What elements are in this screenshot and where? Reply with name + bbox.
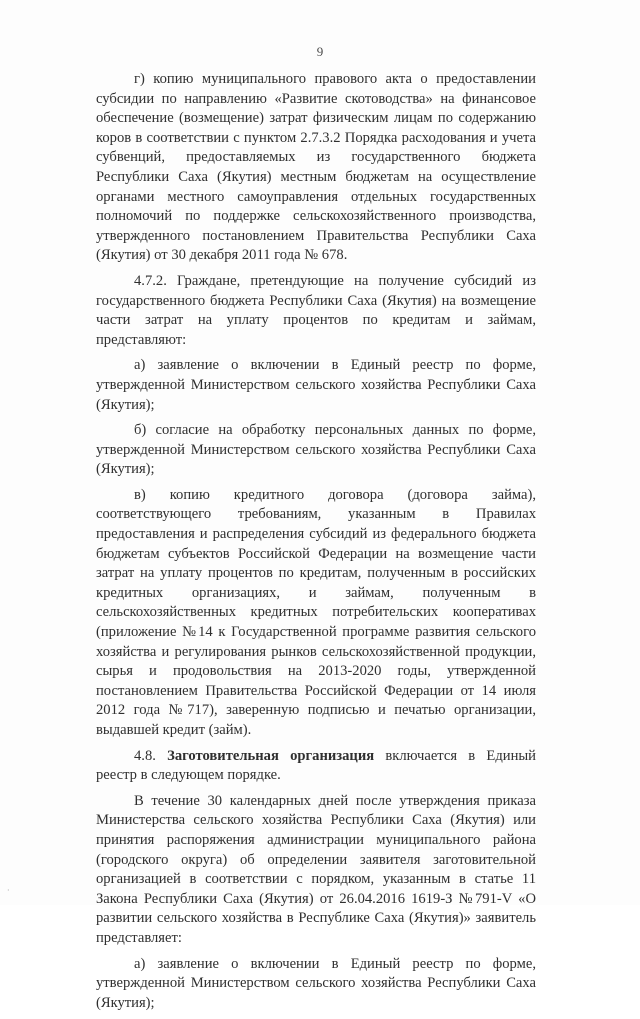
paragraph-subitem-g: г) копию муниципального правового акта о предоставлении субсидии по направлению «Развитие скотоводства» на финансовое обеспечение (возмещение) затрат физическим лицам по содержанию коров в соответствии с пунктом 2.7.3.2 Порядка расходования и учета субвенций, предоставляемых из государственного бюджета Республики Саха (Якутия) местным бюджетам на осуществление органами местного самоуправления отдельных государственных полномочий по поддержке сельскохозяйственного производства, утвержденного постановлением Правительства Республики Саха (Якутия) от 30 декабря 2011 года № 678.	[96, 71, 536, 264]
document-body	[96, 70, 536, 1019]
page-number: 9	[316, 44, 324, 59]
paragraph-4-7-2: 4.7.2. Граждане, претендующие на получение субсидий из государственного бюджета Республики Саха (Якутия) на возмещение части затрат на уплату процентов по кредитам и займам, представляют:	[96, 272, 536, 348]
paragraph-4-8	[96, 747, 536, 786]
paragraph-subitem-v: в) копию кредитного договора (договора займа), соответствующего требованиям, указанным в Правилах предоставления и распределения субсидий из федерального бюджета бюджетам субъектов Российской Федерации на возмещение части затрат на уплату процентов по кредитам, полученным в российских кредитных организациях, и займам, полученным в сельскохозяйственных кредитных потребительских кооперативах (приложение №14 к Государственной программе развития сельского хозяйства и регулирования рынков сельскохозяйственной продукции, сырья и продовольствия на 2013-2020 годы, утвержденной постановлением Правительства Российской Федерации от 14 июля 2012 года №717), заверенную подписью и печатью организации, выдавшей кредит (займ).	[96, 486, 536, 738]
scan-corner-mark: ·	[7, 886, 10, 895]
paragraph-subitem-b: б) согласие на обработку персональных данных по форме, утвержденной Министерством сельского хозяйства Республики Саха (Якутия);	[96, 422, 536, 478]
paragraph-deadline: В течение 30 календарных дней после утверждения приказа Министерства сельского хозяйства Республики Саха (Якутия) или принятия распоряжения администрации муниципального района (городского округа) об определении заявителя заготовительной организацией в соответствии с порядком, указанным в статье 11 Закона Республики Саха (Якутия) от 26.04.2016 1619-З №791-V «О развитии сельского хозяйства в Республике Саха (Якутия)» заявитель представляет:	[96, 792, 536, 946]
paragraph-4-8-rest: включается в Единый реестр в следующем порядке.	[96, 747, 536, 784]
paragraph-subitem-a: а) заявление о включении в Единый реестр по форме, утвержденной Министерством сельского хозяйства Республики Саха (Якутия);	[96, 357, 536, 413]
section-number: 4.8.	[134, 747, 168, 764]
paragraph-subitem-a-2: а) заявление о включении в Единый реестр по форме, утвержденной Министерством сельского хозяйства Республики Саха (Якутия);	[96, 955, 536, 1011]
bold-term: Заготовительная организация	[167, 747, 375, 764]
